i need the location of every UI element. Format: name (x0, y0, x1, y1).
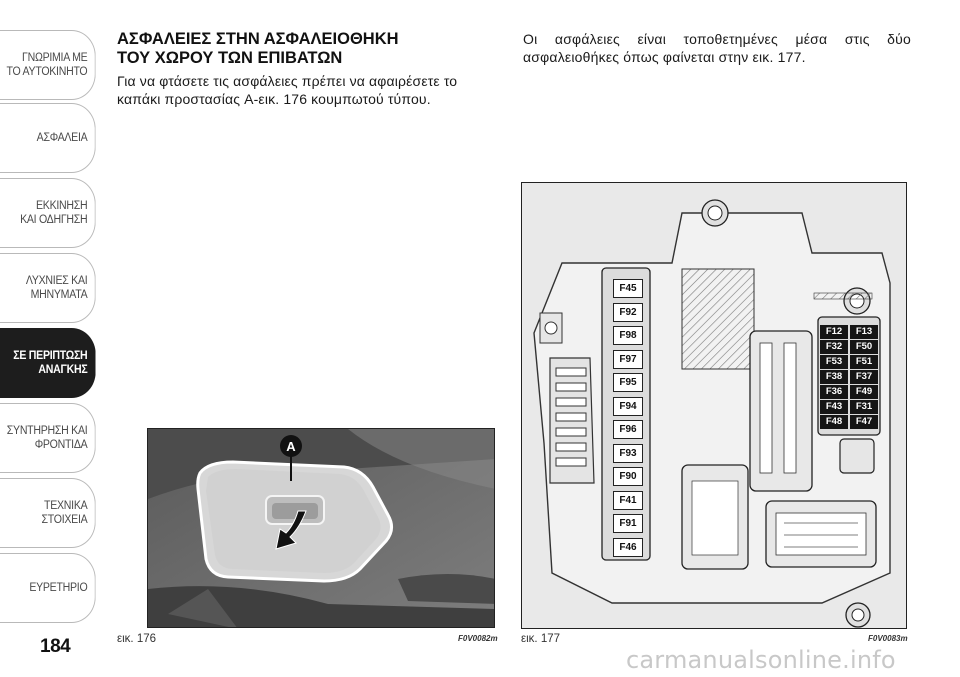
tab-label-line: ΑΣΦΑΛΕΙΑ (36, 132, 88, 144)
fuse-label: F13 (850, 325, 878, 339)
fuse-label: F94 (613, 397, 643, 416)
section-heading (117, 30, 497, 68)
fuse-grid-row (820, 385, 880, 399)
fuse-label: F97 (613, 350, 643, 369)
tab-label-line: ΜΗΝΥΜΑΤΑ (30, 289, 88, 301)
fuse-label: F98 (613, 326, 643, 345)
page-number: 184 (40, 636, 71, 657)
fuse-grid-row (820, 340, 880, 354)
tab-3[interactable] (0, 253, 96, 323)
fuse-label: F49 (850, 385, 878, 399)
cover-panel-illustration (148, 429, 495, 628)
fuse-label: F47 (850, 415, 878, 429)
fuse-grid-row (820, 400, 880, 414)
figure-176-caption: εικ. 176 (117, 633, 157, 645)
fuse-label: F31 (850, 400, 878, 414)
heading-line-2: ΤΟΥ ΧΩΡΟΥ ΤΩΝ ΕΠΙΒΑΤΩΝ (117, 49, 343, 67)
fuse-label: F92 (613, 303, 643, 322)
tab-label-line: ΦΡΟΝΤΙΔΑ (34, 439, 88, 451)
tab-label-line: ΤΟ ΑΥΤΟΚΙΝΗΤΟ (6, 66, 88, 78)
tab-label-line: ΣΥΝΤΗΡΗΣΗ ΚΑΙ (6, 425, 88, 437)
fuse-label: F95 (613, 373, 643, 392)
fuse-label: F96 (613, 420, 643, 439)
figure-177-fuse-box (521, 182, 907, 629)
tab-label-line: ΛΥΧΝΙΕΣ ΚΑΙ (25, 275, 88, 287)
intro-paragraph: Για να φτάσετε τις ασφάλειες πρέπει να αφαιρέσετε το καπάκι προστασίας A-εικ. 176 κουμπωτού τύπου. (117, 73, 458, 107)
tab-label-line: ΕΚΚΙΝΗΣΗ (36, 200, 88, 212)
tab-4[interactable] (0, 328, 96, 398)
fuse-location-paragraph: Οι ασφάλειες είναι τοποθετημένες μέσα στις δύο ασφαλειοθήκες όπως φαίνεται στην εικ. 177. (523, 31, 911, 65)
fuse-label: F46 (613, 538, 643, 557)
fuse-grid-row (820, 355, 880, 369)
fuse-label: F51 (850, 355, 878, 369)
tab-7[interactable] (0, 553, 96, 623)
tab-label-line: ΚΑΙ ΟΔΗΓΗΣΗ (20, 214, 88, 226)
fuse-label: F53 (820, 355, 848, 369)
heading-line-1: ΑΣΦΑΛΕΙΕΣ ΣΤΗΝ ΑΣΦΑΛΕΙΟΘΗΚΗ (117, 30, 399, 48)
fuse-label: F41 (613, 491, 643, 510)
fuse-grid-row (820, 370, 880, 384)
figure-177-code: F0V0083m (868, 634, 908, 643)
fuse-label: F12 (820, 325, 848, 339)
fuse-column (613, 279, 643, 561)
callout-marker-a-label: A (286, 438, 296, 454)
fuse-grid (820, 325, 880, 430)
tab-6[interactable] (0, 478, 96, 548)
figure-177-caption: εικ. 177 (521, 633, 561, 645)
tab-label-line: ΓΝΩΡΙΜΙΑ ΜΕ (22, 52, 88, 64)
fuse-label: F90 (613, 467, 643, 486)
tab-5[interactable] (0, 403, 96, 473)
fuse-label: F45 (613, 279, 643, 298)
watermark: carmanualsonline.info (626, 646, 896, 674)
fuse-label: F36 (820, 385, 848, 399)
figure-176-code: F0V0082m (458, 634, 498, 643)
fuse-label: F38 (820, 370, 848, 384)
tab-1[interactable] (0, 103, 96, 173)
fuse-label: F91 (613, 514, 643, 533)
fuse-label: F50 (850, 340, 878, 354)
tab-label-line: ΣΕ ΠΕΡΙΠΤΩΣΗ (13, 350, 88, 362)
callout-marker-a (280, 435, 302, 457)
tab-label-line: ΑΝΑΓΚΗΣ (38, 364, 88, 376)
tab-label-line: ΣΤΟΙΧΕΙΑ (41, 514, 88, 526)
tab-2[interactable] (0, 178, 96, 248)
fuse-label: F37 (850, 370, 878, 384)
fuse-label: F48 (820, 415, 848, 429)
tab-label-line: ΤΕΧΝΙΚΑ (44, 500, 88, 512)
fuse-grid-row (820, 325, 880, 339)
figure-176-cover-panel (147, 428, 495, 628)
tab-label-line: ΕΥΡΕΤΗΡΙΟ (29, 582, 88, 594)
fuse-label: F43 (820, 400, 848, 414)
fuse-label: F93 (613, 444, 643, 463)
tab-0[interactable] (0, 30, 96, 100)
fuse-grid-row (820, 415, 880, 429)
fuse-label: F32 (820, 340, 848, 354)
